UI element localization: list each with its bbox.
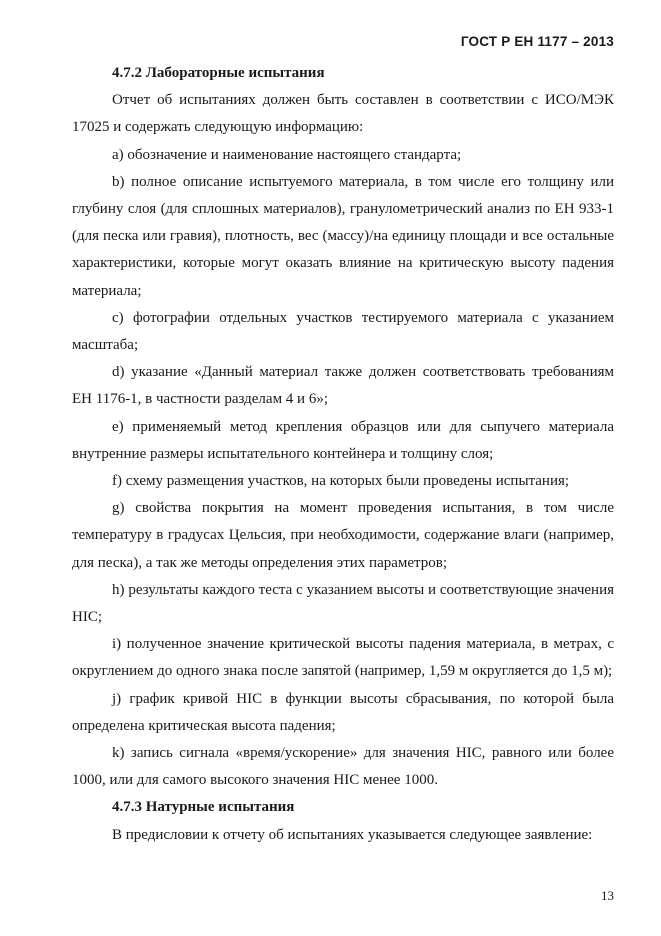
page-number: 13 [601, 888, 614, 903]
list-item-k: k) запись сигнала «время/ускорение» для значения HIC, равного или более 1000, или для самого высокого значения HIC менее 1000. [72, 745, 614, 789]
section-intro-paragraph: В предисловии к отчету об испытаниях указывается следующее заявление: [112, 826, 593, 843]
list-item-c: c) фотографии отдельных участков тестируемого материала с указанием масштаба; [72, 309, 614, 354]
section-intro-paragraph: Отчет об испытаниях должен быть составлен в соответствии с ИСО/МЭК 17025 и содержать следующую информацию: [72, 92, 614, 136]
section-heading-4-7-2: 4.7.2 Лабораторные испытания [112, 65, 325, 81]
list-item-e: e) применяемый метод крепления образцов или для сыпучего материала внутренние размеры испытательного контейнера и толщину слоя; [72, 418, 614, 462]
list-item-b: b) полное описание испытуемого материала, в том числе его толщину или глубину слоя (для сплошных материалов), гранулометрический анализ по ЕН 933-1 (для песка или гравия), плотность, вес (массу)/на единицу площади и все остальные характеристики, которые могут оказать влияние на критическую высоту падения материала; [72, 173, 614, 299]
section-heading-4-7-3: 4.7.3 Натурные испытания [112, 799, 295, 816]
list-item-j: j) график кривой HIC в функции высоты сбрасывания, по которой была определена критическая высота падения; [72, 690, 614, 734]
list-item-g: g) свойства покрытия на момент проведения испытания, в том числе температуру в градусах Цельсия, при необходимости, содержание влаги (например, для песка), а так же методы определения этих параметров; [72, 500, 614, 571]
list-item-d: d) указание «Данный материал также должен соответствовать требованиям ЕН 1176-1, в частности разделам 4 и 6»; [72, 364, 614, 408]
list-item-i: i) полученное значение критической высоты падения материала, в метрах, с округлением до одного знака после запятой (например, 1,59 м округляется до 1,5 м); [72, 636, 614, 680]
list-item-h: h) результаты каждого теста с указанием высоты и соответствующие значения HIC; [72, 581, 614, 626]
document-header: ГОСТ Р ЕН 1177 – 2013 [460, 34, 614, 49]
document-body [72, 60, 614, 849]
list-item-a: а) обозначение и наименование настоящего стандарта; [112, 146, 462, 163]
list-item-f: f) схему размещения участков, на которых были проведены испытания; [112, 473, 570, 490]
